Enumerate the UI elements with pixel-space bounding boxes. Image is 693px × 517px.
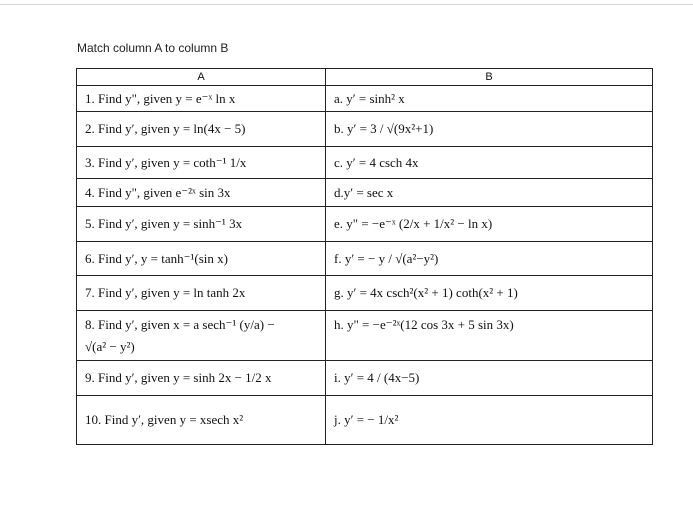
column-a-cell: 3. Find y′, given y = coth⁻¹ 1/x <box>77 147 326 179</box>
column-a-cell: 1. Find y", given y = e⁻ˣ ln x <box>77 86 326 112</box>
column-b-cell: f. y′ = − y / √(a²−y²) <box>326 242 653 276</box>
column-b-cell: d.y′ = sec x <box>326 179 653 207</box>
table-row <box>77 86 653 112</box>
top-divider <box>0 4 693 5</box>
column-a-cell <box>77 311 326 361</box>
table-row <box>77 112 653 147</box>
table-row <box>77 242 653 276</box>
column-a-cell: 9. Find y′, given y = sinh 2x − 1/2 x <box>77 361 326 396</box>
table-row <box>77 311 653 361</box>
header-row <box>77 69 653 86</box>
column-a-cell: 10. Find y′, given y = xsech x² <box>77 396 326 445</box>
column-b-cell: b. y′ = 3 / √(9x²+1) <box>326 112 653 147</box>
table-row <box>77 207 653 242</box>
column-b-cell: g. y′ = 4x csch²(x² + 1) coth(x² + 1) <box>326 276 653 311</box>
column-b-header: B <box>326 69 653 86</box>
match-table <box>76 68 653 445</box>
column-a-cell: 6. Find y′, y = tanh⁻¹(sin x) <box>77 242 326 276</box>
column-b-cell: c. y′ = 4 csch 4x <box>326 147 653 179</box>
column-b-cell: i. y′ = 4 / (4x−5) <box>326 361 653 396</box>
table-row <box>77 361 653 396</box>
column-a-cell: 7. Find y′, given y = ln tanh 2x <box>77 276 326 311</box>
table-row <box>77 147 653 179</box>
table-row <box>77 276 653 311</box>
row-8-equation-line-2: √(a² − y²) <box>85 339 135 354</box>
column-a-cell: 4. Find y", given e⁻²ˣ sin 3x <box>77 179 326 207</box>
column-a-cell: 2. Find y′, given y = ln(4x − 5) <box>77 112 326 147</box>
table-row <box>77 396 653 445</box>
column-a-cell: 5. Find y′, given y = sinh⁻¹ 3x <box>77 207 326 242</box>
page-title: Match column A to column B <box>77 41 229 55</box>
column-b-cell: e. y" = −e⁻ˣ (2/x + 1/x² − ln x) <box>326 207 653 242</box>
column-b-cell: a. y′ = sinh² x <box>326 86 653 112</box>
column-b-cell: h. y" = −e⁻²ˣ(12 cos 3x + 5 sin 3x) <box>326 311 653 361</box>
table-row <box>77 179 653 207</box>
column-b-cell: j. y′ = − 1/x² <box>326 396 653 445</box>
column-a-header: A <box>77 69 326 86</box>
row-8-equation-line-1: 8. Find y′, given x = a sech⁻¹ (y/a) − <box>85 317 275 332</box>
